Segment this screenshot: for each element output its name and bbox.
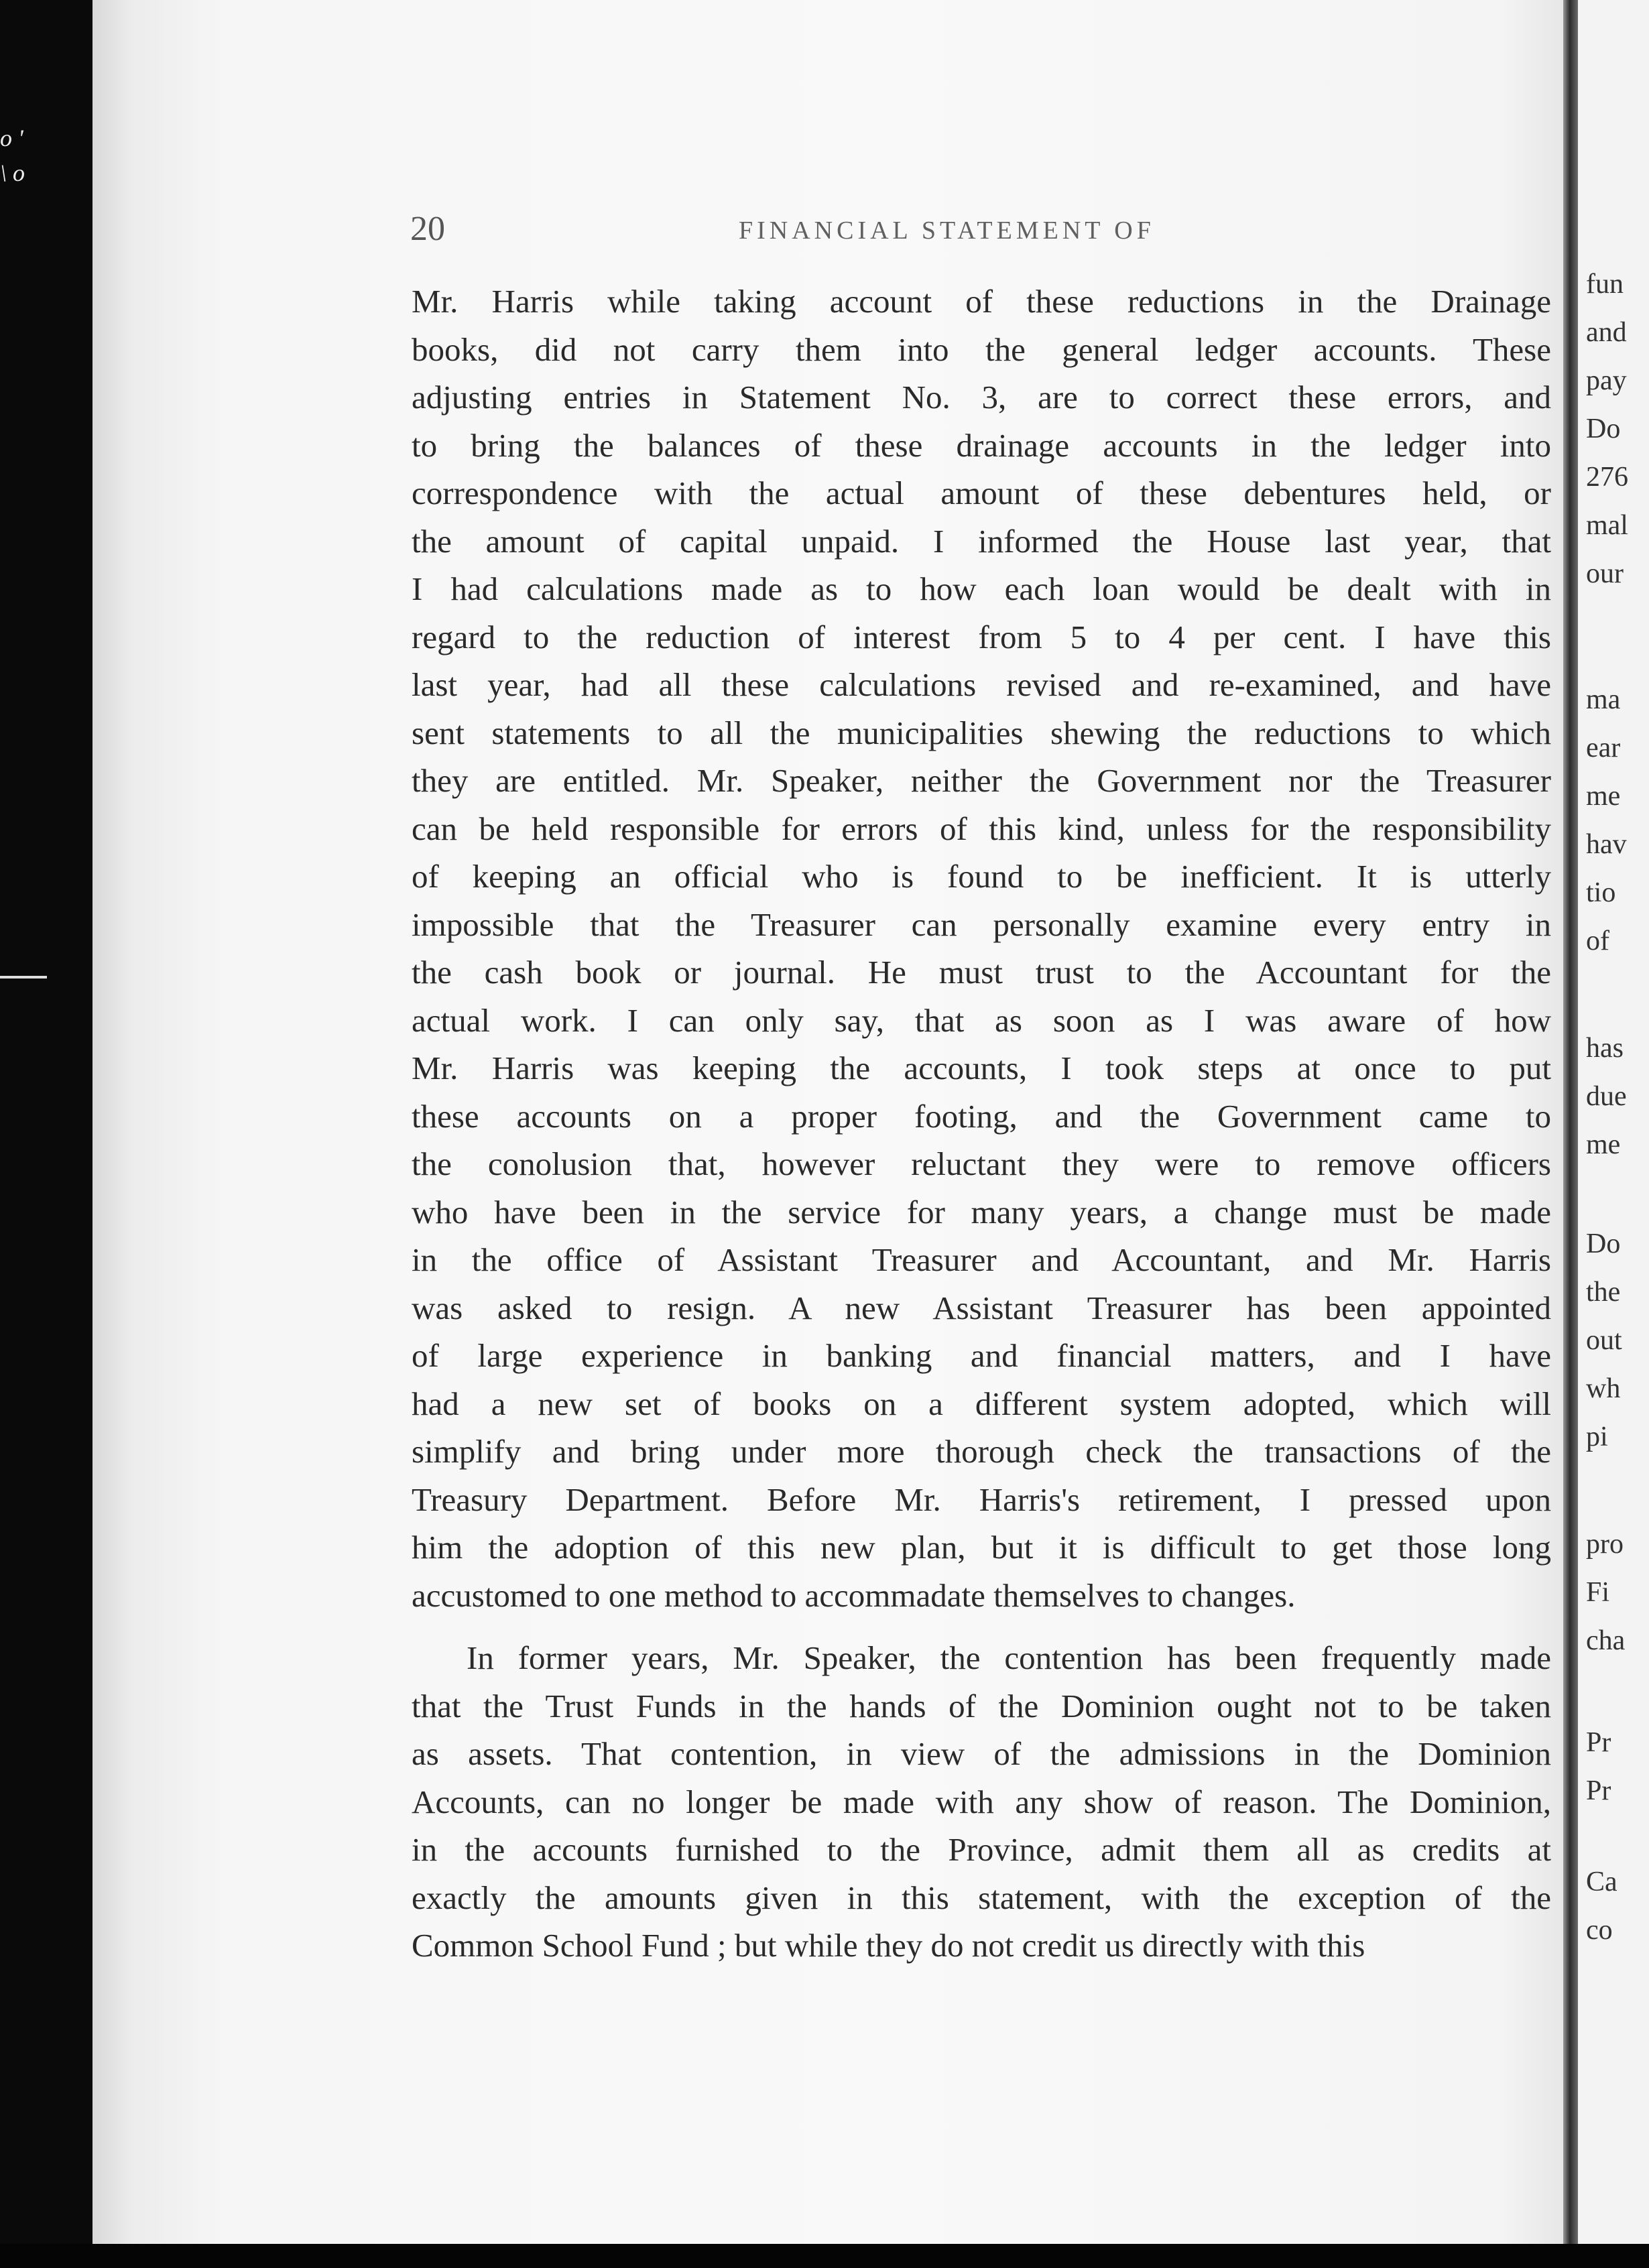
margin-fragment: pay [1586, 365, 1627, 396]
margin-fragment: pi [1586, 1422, 1608, 1452]
margin-fragment: out [1586, 1325, 1622, 1356]
text-line: In former years, Mr. Speaker, the contention has been frequently made [467, 1639, 1551, 1676]
text-line: the amount of capital unpaid. I informed the House last year, that [412, 522, 1551, 560]
text-line: who have been in the service for many years, a change must be made [412, 1193, 1551, 1231]
margin-fragment: wh [1586, 1373, 1621, 1404]
margin-fragment: Fi [1586, 1577, 1610, 1608]
book-gutter [1563, 0, 1578, 2244]
margin-fragment: the [1586, 1277, 1621, 1308]
text-line: Mr. Harris while taking account of these reductions in the Drainage [412, 283, 1551, 320]
text-line: these accounts on a proper footing, and the Government came to [412, 1097, 1551, 1135]
text-line: Treasury Department. Before Mr. Harris's retirement, I pressed upon [412, 1480, 1551, 1518]
scan-edge-glyphs [0, 121, 67, 190]
text-line: of keeping an official who is found to be inefficient. It is utterly [412, 858, 1551, 895]
text-line: simplify and bring under more thorough check the transactions of the [412, 1433, 1551, 1470]
margin-fragment: cha [1586, 1625, 1626, 1656]
text-line: that the Trust Funds in the hands of the Dominion ought not to be taken [412, 1687, 1551, 1724]
paragraph [412, 277, 1551, 1619]
paragraph [412, 1634, 1551, 1970]
text-line: in the office of Assistant Treasurer and Accountant, and Mr. Harris [412, 1241, 1551, 1278]
margin-fragment: mal [1586, 510, 1628, 541]
margin-fragment: ma [1586, 684, 1621, 715]
text-line: of large experience in banking and financial matters, and I have [412, 1337, 1551, 1374]
text-line: adjusting entries in Statement No. 3, are to correct these errors, and [412, 379, 1551, 416]
text-line: last year, had all these calculations revised and re-examined, and have [412, 666, 1551, 703]
text-line: exactly the amounts given in this statement, with the exception of the [412, 1879, 1551, 1916]
edge-glyph: \ o [0, 160, 25, 186]
text-line: can be held responsible for errors of this kind, unless for the responsibility [412, 810, 1551, 847]
margin-fragment: Do [1586, 1228, 1621, 1259]
scan-edge-mark [0, 976, 47, 979]
page-header [410, 209, 1550, 249]
margin-fragment: and [1586, 317, 1627, 348]
margin-fragment: Do [1586, 414, 1621, 444]
text-line: as assets. That contention, in view of the admissions in the Dominion [412, 1735, 1551, 1772]
margin-fragment: me [1586, 1129, 1621, 1160]
text-line: sent statements to all the municipalities shewing the reductions to which [412, 714, 1551, 751]
running-title: FINANCIAL STATEMENT OF [739, 216, 1155, 245]
text-line: accustomed to one method to accommadate themselves to changes. [412, 1576, 1296, 1614]
margin-fragment: has [1586, 1033, 1624, 1064]
margin-fragment: co [1586, 1915, 1613, 1946]
text-line: regard to the reduction of interest from 5 to 4 per cent. I have this [412, 618, 1551, 655]
margin-fragment: pro [1586, 1529, 1624, 1560]
text-line: to bring the balances of these drainage accounts in the ledger into [412, 426, 1551, 464]
text-line: was asked to resign. A new Assistant Treasurer has been appointed [412, 1289, 1551, 1326]
text-line: impossible that the Treasurer can personally examine every entry in [412, 905, 1551, 943]
margin-fragment: ear [1586, 733, 1621, 763]
text-line: the cash book or journal. He must trust to the Accountant for the [412, 954, 1551, 991]
margin-fragment: due [1586, 1081, 1627, 1112]
scan-bottom-band [0, 2244, 1649, 2268]
text-line: had a new set of books on a different system adopted, which will [412, 1385, 1551, 1422]
margin-fragment: me [1586, 781, 1621, 812]
text-line: actual work. I can only say, that as soon as I was aware of how [412, 1001, 1551, 1039]
margin-fragment: Pr [1586, 1775, 1611, 1806]
margin-fragment: Pr [1586, 1727, 1611, 1758]
margin-fragment: our [1586, 558, 1624, 589]
margin-fragment: tio [1586, 877, 1616, 908]
text-line: in the accounts furnished to the Province, admit them all as credits at [412, 1831, 1551, 1868]
margin-fragment: 276 [1586, 462, 1628, 493]
text-line: Accounts, can no longer be made with any show of reason. The Dominion, [412, 1783, 1551, 1820]
page-body [412, 277, 1551, 1970]
margin-fragment: fun [1586, 269, 1624, 300]
margin-fragment: hav [1586, 829, 1627, 860]
text-line: Mr. Harris was keeping the accounts, I took steps at once to put [412, 1050, 1551, 1086]
text-line: Common School Fund ; but while they do not credit us directly with this [412, 1927, 1365, 1964]
margin-fragment: of [1586, 926, 1609, 956]
margin-fragment: Ca [1586, 1867, 1617, 1897]
text-line: books, did not carry them into the general ledger accounts. These [412, 330, 1551, 368]
text-line: they are entitled. Mr. Speaker, neither the Government nor the Treasurer [412, 762, 1551, 799]
text-line: the conolusion that, however reluctant they were to remove officers [412, 1145, 1551, 1182]
page-number: 20 [410, 210, 445, 248]
text-line: I had calculations made as to how each loan would be dealt with in [412, 570, 1551, 607]
text-line: correspondence with the actual amount of these debentures held, or [412, 475, 1551, 511]
text-line: him the adoption of this new plan, but it is difficult to get those long [412, 1529, 1551, 1566]
edge-glyph: o ' [0, 125, 23, 151]
